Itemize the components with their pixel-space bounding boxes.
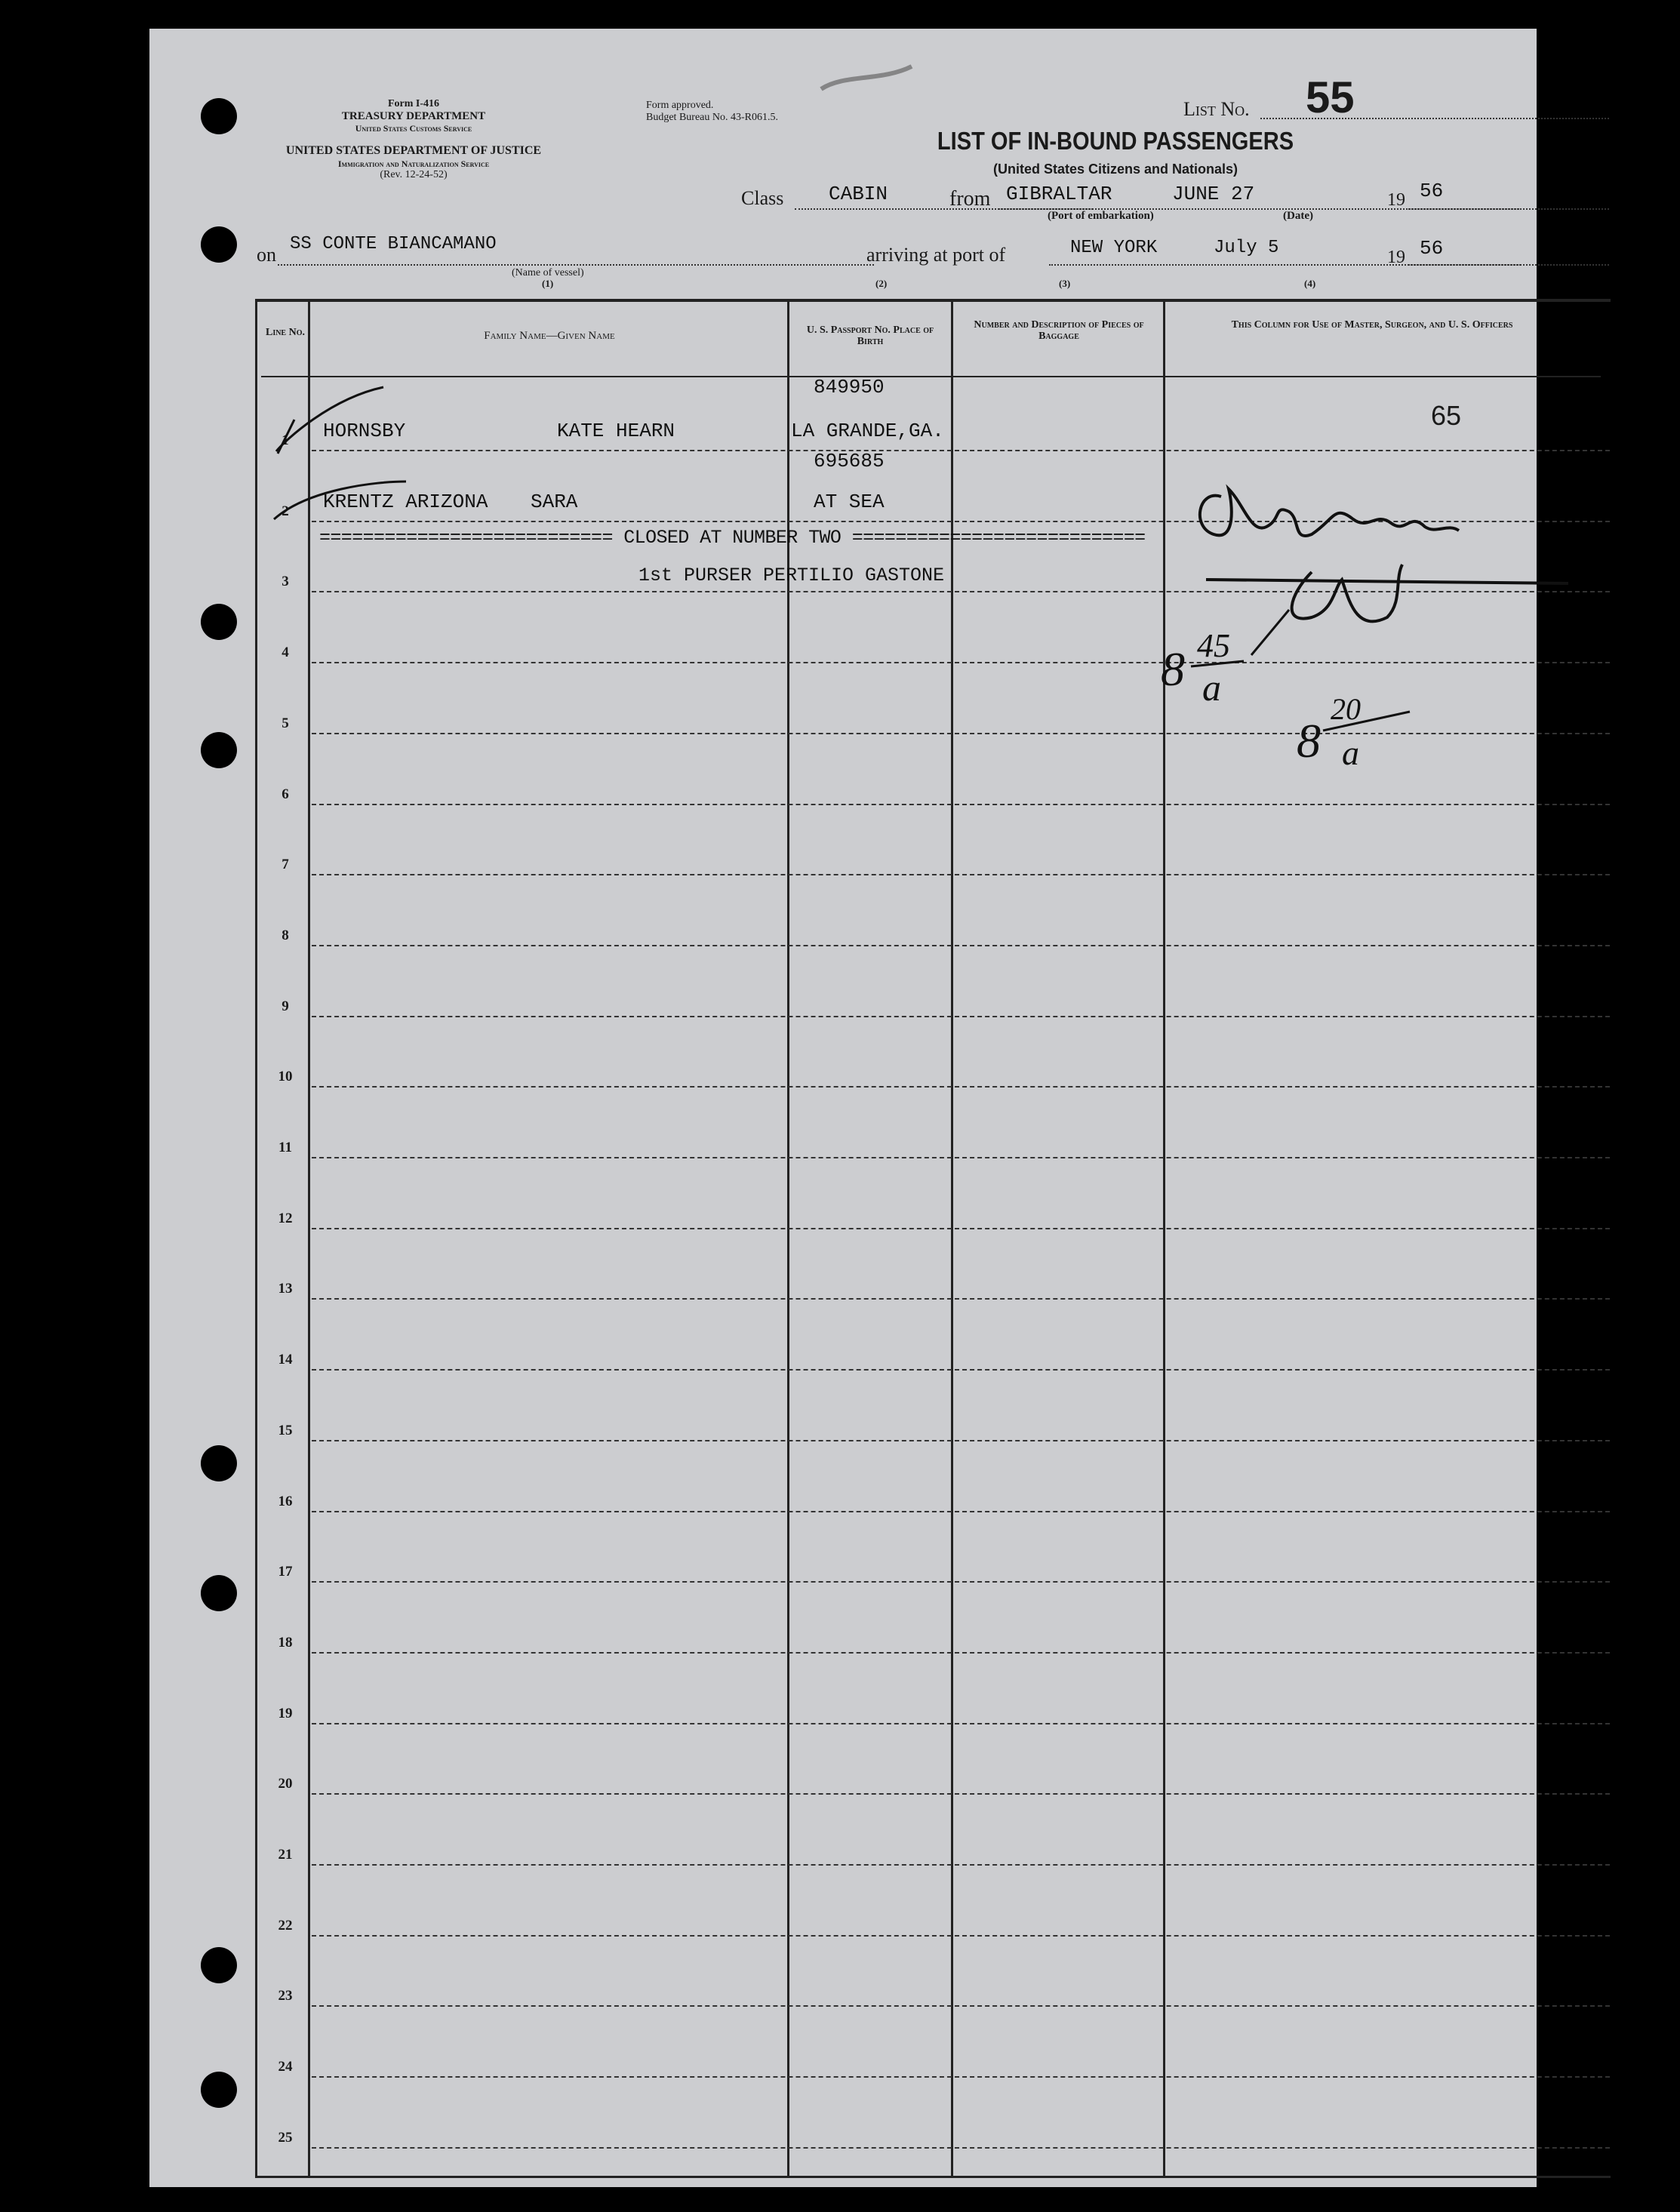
header-rule (261, 376, 1601, 377)
document-page (149, 29, 1537, 2187)
arrival-port: NEW YORK (1070, 238, 1158, 258)
row-rule (312, 1298, 1610, 1300)
form-title: LIST OF IN-BOUND PASSENGERS (937, 127, 1294, 155)
dept-treasury: TREASURY DEPARTMENT (341, 110, 486, 122)
year-value: 56 (1420, 180, 1444, 202)
year-underline (1408, 208, 1609, 210)
line-number: 4 (282, 645, 289, 661)
entry-1-passport: 849950 (814, 376, 885, 398)
row-rule (312, 1793, 1610, 1795)
row-rule (312, 1016, 1610, 1017)
year-prefix: 19 (1387, 190, 1405, 210)
line-number: 20 (278, 1776, 293, 1792)
line-number: 18 (278, 1634, 293, 1651)
row-rule (312, 874, 1610, 875)
arrival-year-underline (1408, 264, 1609, 266)
line-number: 13 (278, 1281, 293, 1297)
budget-bureau: Budget Bureau No. 43-R061.5. (646, 112, 778, 123)
dept-treasury-sub: United States Customs Service (355, 123, 472, 134)
line-number: 21 (278, 1847, 293, 1863)
row-rule (312, 1723, 1610, 1724)
date-caption: (Date) (1283, 210, 1313, 222)
table-top-rule (255, 299, 1611, 302)
line-number: 1 (282, 432, 289, 448)
dept-justice: UNITED STATES DEPARTMENT OF JUSTICE (285, 144, 542, 157)
line-number: 15 (278, 1422, 293, 1438)
line-number: 17 (278, 1564, 293, 1580)
form-revision: (Rev. 12-24-52) (380, 169, 448, 180)
svg-text:45: 45 (1197, 627, 1230, 664)
closing-line: =========================== CLOSED AT NUMBER TWO =========================== (319, 527, 1146, 549)
line-number: 11 (278, 1140, 292, 1155)
col-header-officers: This Column for Use of Master, Surgeon, and U. S. Officers (1231, 319, 1513, 331)
arriving-label: arriving at port of (866, 244, 1006, 266)
row-rule (312, 1369, 1610, 1371)
svg-text:8: 8 (1297, 714, 1321, 768)
col-header-line: Line No. (265, 327, 305, 338)
line-number: 10 (278, 1069, 293, 1085)
line-number: 8 (282, 927, 289, 943)
vessel-underline (278, 264, 874, 266)
row-rule (312, 1440, 1610, 1441)
line-number: 6 (282, 786, 289, 802)
form-number: Form I-416 (387, 98, 440, 109)
purser-line: 1st PURSER PERTILIO GASTONE (638, 565, 945, 586)
binder-hole (201, 2072, 237, 2108)
checkmark-strikes (263, 353, 414, 519)
col-header-passport: U. S. Passport No. Place of Birth (806, 325, 934, 347)
date-value: JUNE 27 (1172, 183, 1255, 205)
row-rule (312, 450, 1610, 451)
list-no-value: 55 (1306, 73, 1355, 122)
line-number: 7 (282, 857, 289, 873)
form-subtitle: (United States Citizens and Nationals) (992, 162, 1238, 177)
arrival-year: 56 (1420, 237, 1444, 260)
line-number: 24 (278, 2059, 293, 2075)
vessel-col-no: (1) (542, 278, 554, 289)
binder-hole (201, 1575, 237, 1611)
entry-2-given: SARA (531, 491, 578, 513)
port-caption: (Port of embarkation) (1048, 210, 1154, 222)
arrival-year-prefix: 19 (1387, 248, 1405, 267)
dept-justice-sub: Immigration and Naturalization Service (337, 158, 490, 169)
row-rule (312, 1086, 1610, 1088)
col-divider-line (308, 300, 310, 2177)
vessel-value: SS CONTE BIANCAMANO (290, 234, 497, 254)
row-rule (312, 1864, 1610, 1866)
row-rule (312, 1581, 1610, 1583)
binder-hole (201, 226, 237, 263)
on-label: on (257, 244, 276, 266)
line-number: 22 (278, 1917, 293, 1934)
entry-1-given: KATE HEARN (557, 420, 675, 442)
arrival-date: July 5 (1214, 238, 1279, 258)
row-rule (312, 2005, 1610, 2007)
line-number: 9 (282, 998, 289, 1014)
line-number: 23 (278, 1988, 293, 2004)
caption-2: (2) (875, 278, 888, 289)
line-number: 3 (282, 574, 289, 590)
binder-hole (201, 1445, 237, 1481)
line-number: 25 (278, 2129, 293, 2146)
svg-text:20: 20 (1331, 692, 1361, 726)
row-rule (312, 1157, 1610, 1158)
line-number: 2 (282, 503, 289, 519)
line-number: 16 (278, 1493, 293, 1509)
officer-signature (1161, 459, 1553, 776)
row-rule (312, 1935, 1610, 1937)
entry-1-family: HORNSBY (323, 420, 406, 442)
row-rule (312, 945, 1610, 946)
row-rule (312, 804, 1610, 805)
row-rule (312, 1228, 1610, 1229)
binder-hole (201, 732, 237, 768)
caption-3: (3) (1059, 278, 1071, 289)
entry-2-birthplace: AT SEA (814, 491, 885, 513)
col-header-name: Family Name—Given Name (484, 330, 615, 342)
row-rule (312, 1511, 1610, 1512)
from-label: from (949, 187, 991, 211)
binder-hole (201, 604, 237, 640)
caption-4: (4) (1304, 278, 1316, 289)
svg-text:8: 8 (1161, 642, 1185, 696)
line-number: 12 (278, 1210, 293, 1226)
svg-text:a: a (1202, 666, 1221, 709)
vessel-caption: (Name of vessel) (512, 267, 584, 278)
class-label: Class (741, 187, 784, 209)
row-rule (312, 2147, 1610, 2149)
svg-text:a: a (1342, 734, 1359, 772)
col-divider-passport (951, 300, 953, 2177)
row-rule (312, 2076, 1610, 2078)
officer-note: 65 (1431, 400, 1462, 431)
binder-hole (201, 1947, 237, 1983)
row-rule (312, 1652, 1610, 1654)
col-header-baggage: Number and Description of Pieces of Baggage (974, 319, 1144, 342)
stamp-smudge (814, 59, 934, 104)
line-number: 19 (278, 1705, 293, 1721)
line-number: 14 (278, 1352, 293, 1368)
entry-2-passport: 695685 (814, 450, 885, 472)
entry-2-family: KRENTZ ARIZONA (323, 491, 488, 513)
binder-hole (201, 98, 237, 134)
line-number: 5 (282, 715, 289, 731)
list-no-label: List No. (1183, 98, 1250, 120)
class-value: CABIN (829, 183, 888, 205)
form-approved: Form approved. (646, 100, 714, 111)
from-value: GIBRALTAR (1006, 183, 1112, 205)
entry-1-birthplace: LA GRANDE,GA. (791, 420, 944, 442)
